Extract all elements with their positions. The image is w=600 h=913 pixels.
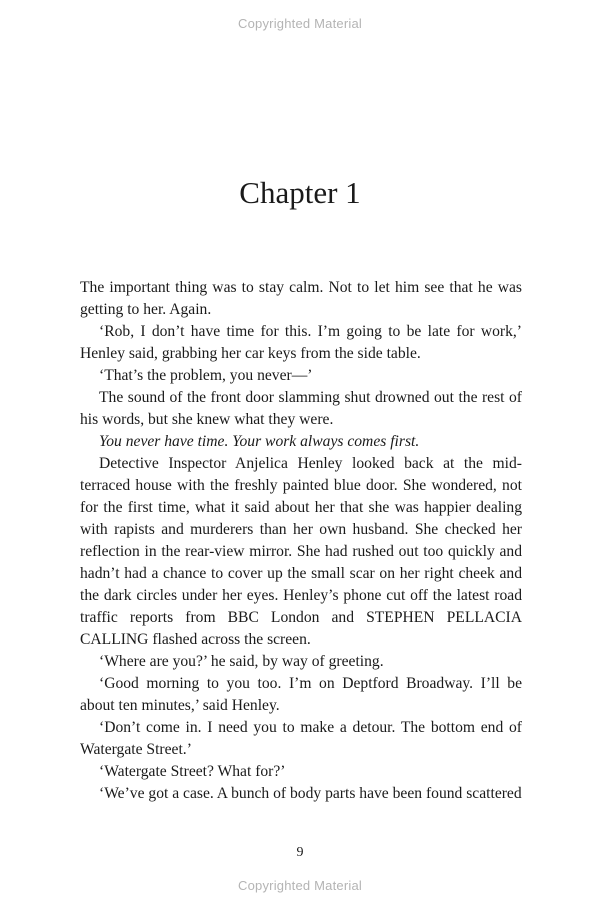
copyright-watermark-top: Copyrighted Material xyxy=(238,16,362,31)
copyright-watermark-bottom: Copyrighted Material xyxy=(238,878,362,893)
paragraph: ‘That’s the problem, you never—’ xyxy=(99,367,313,384)
paragraph: ‘Where are you?’ he said, by way of greeting. xyxy=(99,653,384,670)
paragraph: The important thing was to stay calm. Not to let him see that he was getting to her. Again. xyxy=(80,279,522,318)
paragraph: ‘Rob, I don’t have time for this. I’m going to be late for work,’ Henley said, grabbing her car keys from the side table. xyxy=(80,323,522,362)
page-number: 9 xyxy=(296,845,304,860)
paragraph: The sound of the front door slamming shut drowned out the rest of his words, but she knew what they were. xyxy=(80,389,522,428)
paragraph: ‘Good morning to you too. I’m on Deptford Broadway. I’ll be about ten minutes,’ said Henley. xyxy=(80,675,522,714)
paragraph: ‘Watergate Street? What for?’ xyxy=(99,763,286,780)
body-text xyxy=(80,277,522,805)
paragraph-italic: You never have time. Your work always comes first. xyxy=(99,433,420,450)
paragraph: Detective Inspector Anjelica Henley looked back at the mid-terraced house with the freshly painted blue door. She wondered, not for the first time, what it said about her that she was happier dealing with rapists and murderers than her own husband. She checked her reflection in the rear-view mirror. She had rushed out too quickly and hadn’t had a chance to cover up the small scar on her right cheek and the dark circles under her eyes. Henley’s phone cut off the latest road traffic reports from BBC London and STEPHEN PELLACIA CALLING flashed across the screen. xyxy=(80,455,522,648)
chapter-title: Chapter 1 xyxy=(239,175,361,210)
paragraph: ‘We’ve got a case. A bunch of body parts have been found scattered xyxy=(99,785,522,802)
paragraph: ‘Don’t come in. I need you to make a detour. The bottom end of Watergate Street.’ xyxy=(80,719,522,758)
